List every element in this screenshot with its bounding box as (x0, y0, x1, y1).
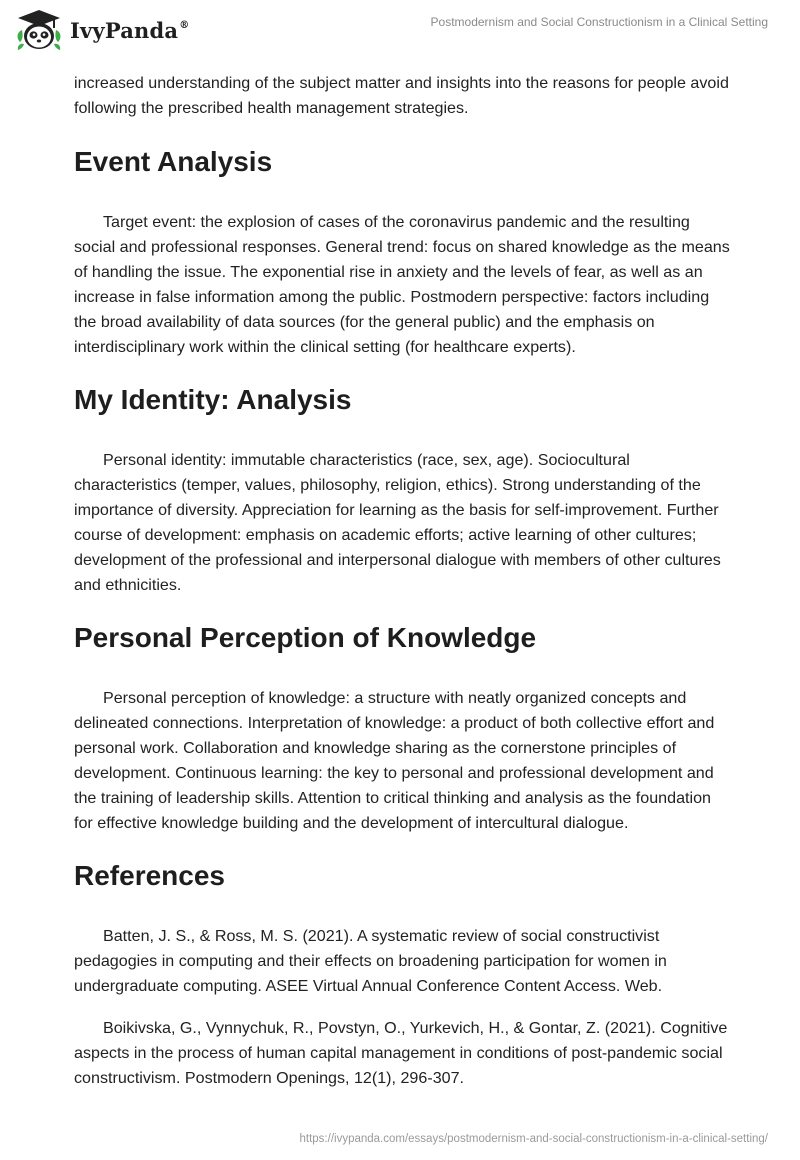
ivypanda-logo[interactable] (14, 8, 189, 52)
personal-perception-paragraph: Personal perception of knowledge: a structure with neatly organized concepts and delineated connections. Interpretation of knowledge: a product of both collective effort and personal work. Collaboration and knowledge sharing as the cornerstone principles of development. Continuous learning: the key to personal and professional development and the training of leadership skills. Attention to critical thinking and analysis as the foundation for effective knowledge building and the development of intercultural dialogue. (74, 689, 715, 832)
panda-graduate-logo-icon (14, 8, 64, 52)
my-identity-paragraph: Personal identity: immutable characteristics (race, sex, age). Sociocultural characteristics (temper, values, philosophy, religion, ethics). Strong understanding of the importance of diversity. Appreciation for learning as the basis for self-improvement. Further course of development: emphasis on academic efforts; active learning of other cultures; development of the professional and interpersonal dialogue with members of other cultures and ethnicities. (74, 451, 721, 594)
section-heading-references: References (74, 860, 225, 891)
registered-mark: ® (179, 19, 190, 31)
document-title: Postmodernism and Social Constructionism in a Clinical Setting (430, 15, 768, 29)
reference-item: Boikivska, G., Vynnychuk, R., Povstyn, O., Yurkevich, H., & Gontar, Z. (2021). Cognitive aspects in the process of human capital management in conditions of post-pandemic social constructivism. Postmodern Openings, 12(1), 296-307. (74, 1019, 728, 1087)
reference-item: Batten, J. S., & Ross, M. S. (2021). A systematic review of social constructivist pedagogies in computing and their effects on broadening participation for women in undergraduate computing. ASEE Virtual Annual Conference Content Access. Web. (74, 927, 667, 995)
footer-source-url[interactable]: https://ivypanda.com/essays/postmodernism-and-social-constructionism-in-a-clinical-setting/ (299, 1133, 768, 1145)
section-heading-personal-perception: Personal Perception of Knowledge (74, 622, 537, 653)
section-heading-my-identity: My Identity: Analysis (74, 384, 352, 415)
essay-content (74, 71, 734, 1091)
page-header (0, 0, 800, 60)
intro-paragraph: increased understanding of the subject matter and insights into the reasons for people avoid following the prescribed health management strategies. (74, 74, 729, 117)
event-analysis-paragraph: Target event: the explosion of cases of the coronavirus pandemic and the resulting social and professional responses. General trend: focus on shared knowledge as the means of handling the issue. The exponential rise in anxiety and the levels of fear, as well as an increase in false information among the public. Postmodern perspective: factors including the broad availability of data sources (for the general public) and the emphasis on interdisciplinary work within the clinical setting (for healthcare experts). (74, 213, 730, 356)
section-heading-event-analysis: Event Analysis (74, 146, 273, 177)
brand-name: IvyPanda® (70, 17, 190, 43)
